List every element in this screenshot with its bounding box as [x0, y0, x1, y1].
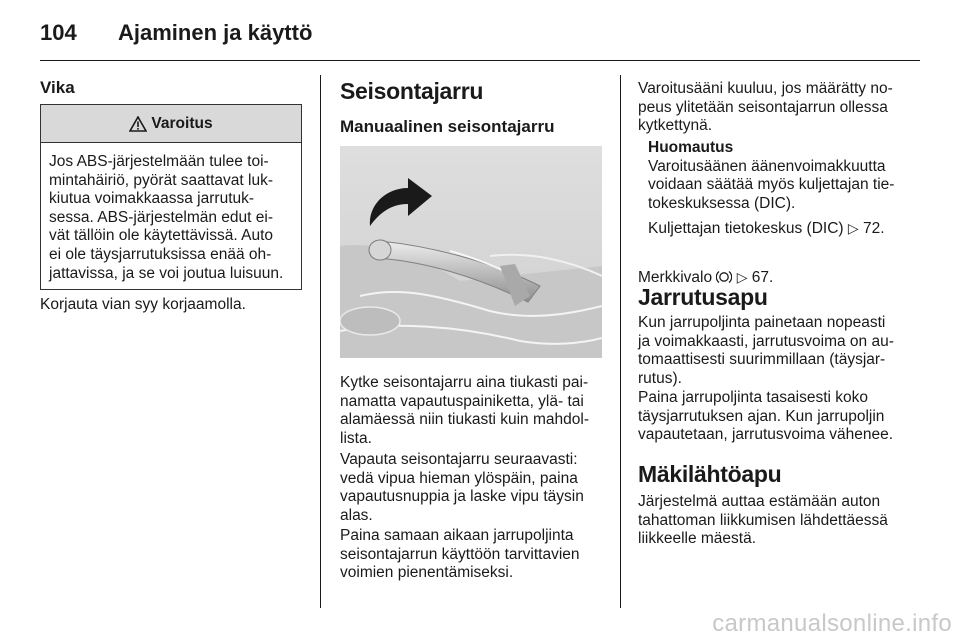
- text-line: vedä vipua hieman ylöspäin, paina: [340, 469, 578, 487]
- text-line: voimien pienentämiseksi.: [340, 564, 514, 582]
- warning-line: ei ole täysjarrutuksissa enää oh-: [49, 245, 272, 263]
- brake-assist-paragraph-1: [638, 314, 894, 388]
- text-line: liikkeelle mäestä.: [638, 530, 757, 548]
- text-line: Kytke seisontajarru aina tiukasti pai-: [340, 374, 589, 391]
- column-divider-left: [320, 75, 321, 608]
- brake-paragraph-3: [340, 527, 580, 583]
- warning-text: [41, 143, 301, 283]
- text-line: tomaattisesti suurimmillaan (täysjar-: [638, 351, 886, 369]
- warning-header: [41, 105, 301, 143]
- warning-box: [40, 104, 302, 290]
- watermark: carmanualsonline.info: [712, 610, 952, 637]
- text-line: Kun jarrupoljinta painetaan nopeasti: [638, 314, 886, 331]
- text-line: namatta vapautuspainiketta, ylä- tai: [340, 392, 584, 410]
- warning-line: mintahäiriö, pyörät saattavat luk-: [49, 171, 273, 189]
- text-line: täysjarrutuksen ajan. Kun jarrupoljin: [638, 407, 885, 425]
- text-line: rutus).: [638, 369, 682, 387]
- warning-line: sessa. ABS-järjestelmän edut ei-: [49, 208, 273, 226]
- text-line: Vapauta seisontajarru seuraavasti:: [340, 451, 578, 468]
- warning-line: Jos ABS-järjestelmään tulee toi-: [49, 153, 269, 170]
- section-heading-seisontajarru: Seisontajarru: [340, 78, 484, 104]
- reference-text: Kuljettajan tietokeskus (DIC): [648, 220, 844, 238]
- text-line: alas.: [340, 506, 373, 524]
- text-line: Varoitusäänen äänenvoimakkuutta: [648, 157, 886, 175]
- text-line: seisontajarrun käyttöön tarvittavien: [340, 545, 580, 563]
- page-reference-icon: ▷: [847, 220, 859, 237]
- section-heading-jarrutusapu: Jarrutusapu: [638, 284, 768, 310]
- text-line: Varoitusääni kuuluu, jos määrätty no-: [638, 80, 893, 97]
- reference-page: 72.: [862, 220, 885, 238]
- text-line: voidaan säätää myös kuljettajan tie-: [648, 176, 895, 194]
- warning-line: kiutua voimakkaassa jarrutuk-: [49, 190, 255, 208]
- chapter-title: Ajaminen ja käyttö: [118, 20, 313, 45]
- text-line: alamäessä niin tiukasti kuin mahdol-: [340, 411, 589, 429]
- hill-start-paragraph: [638, 493, 888, 549]
- text-line: ja voimakkaasti, jarrutusvoima on au-: [638, 332, 894, 350]
- note-reference: [648, 219, 894, 239]
- text-line: kytkettynä.: [638, 117, 713, 135]
- text-line: Paina samaan aikaan jarrupoljinta: [340, 527, 574, 544]
- text-line: tokeskuksessa (DIC).: [648, 194, 796, 212]
- text-line: lista.: [340, 429, 372, 447]
- warning-line: jattavissa, ja se voi joutua luisuun.: [49, 264, 284, 282]
- subheading-manual-brake: Manuaalinen seisontajarru: [340, 117, 555, 136]
- text-line: tahattoman liikkumisen lähdettäessä: [638, 511, 888, 529]
- warning-sound-paragraph: [638, 80, 893, 136]
- text-line: Paina jarrupoljinta tasaisesti koko: [638, 389, 869, 406]
- text-line: Järjestelmä auttaa estämään auton: [638, 493, 881, 510]
- note-title: Huomautus: [648, 139, 734, 156]
- repair-paragraph: Korjauta vian syy korjaamolla.: [40, 296, 246, 313]
- indicator-text: Merkkivalo: [638, 269, 713, 286]
- section-heading-makilahtoapu: Mäkilähtöapu: [638, 461, 782, 487]
- text-line: vapautusnuppia ja laske vipu täysin: [340, 488, 584, 506]
- header-divider: [40, 60, 920, 61]
- page-reference-icon: ▷: [736, 269, 748, 285]
- brake-assist-paragraph-2: [638, 389, 893, 445]
- brake-warning-lamp-icon: [716, 270, 732, 284]
- reference-page: 67.: [751, 269, 774, 286]
- parking-brake-illustration: [340, 146, 602, 358]
- text-line: vapautetaan, jarrutusvoima vähenee.: [638, 426, 894, 444]
- brake-paragraph-1: [340, 374, 589, 448]
- warning-triangle-icon: [129, 116, 147, 132]
- column-divider-right: [620, 75, 621, 608]
- note-block: [638, 139, 894, 239]
- page-number: 104: [40, 20, 77, 45]
- brake-paragraph-2: [340, 451, 584, 525]
- warning-title: Varoitus: [151, 114, 213, 132]
- section-heading-vika: Vika: [40, 78, 75, 97]
- text-line: peus ylitetään seisontajarrun ollessa: [638, 98, 888, 116]
- warning-line: vät tällöin ole käytettävissä. Auto: [49, 227, 274, 245]
